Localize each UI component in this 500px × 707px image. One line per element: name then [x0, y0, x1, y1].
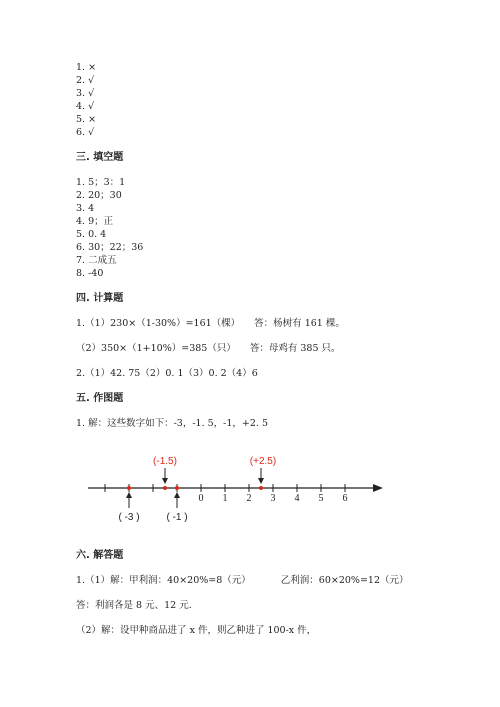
- arrow-neg1-head: [174, 492, 180, 498]
- arrow-plus2-5-head: [258, 478, 264, 484]
- calc-line-2: [76, 343, 341, 355]
- calc-line-1: [76, 318, 345, 330]
- section-heading-calc: 四. 计算题: [76, 293, 124, 304]
- tick-label-4: 4: [294, 493, 300, 504]
- fill-answer-6: 6. 30；22；36: [76, 242, 144, 253]
- label-plus2-5: (+2.5): [249, 456, 277, 467]
- tick-label-5: 5: [318, 493, 324, 504]
- point-neg1: [175, 486, 179, 490]
- fill-answer-7: 7. 二成五: [76, 255, 117, 266]
- solve-line-2: 答：利润各是 8 元、12 元.: [76, 600, 192, 611]
- calc-a1: 答：杨树有 161 棵。: [254, 318, 345, 329]
- arrow-neg3-head: [126, 492, 132, 498]
- number-line-arrowhead: [373, 484, 383, 492]
- judge-answer-5: 5. ×: [76, 114, 97, 125]
- point-plus2-5: [259, 486, 263, 490]
- fill-answer-2: 2. 20；30: [76, 190, 122, 201]
- section-heading-solve: 六. 解答题: [76, 550, 124, 561]
- solve-line-1: [76, 575, 409, 587]
- tick-label-3: 3: [270, 493, 276, 504]
- label-neg1-5: (-1.5): [153, 456, 177, 467]
- calc-line-3: 2.（1）42. 75（2）0. 1（3）0. 2（4）6: [76, 368, 258, 379]
- tick-label-0: 0: [198, 493, 204, 504]
- solve-l1a: 1.（1）解：甲利润：40×20%=8（元）: [76, 575, 251, 586]
- tick-label-6: 6: [342, 493, 348, 504]
- judge-answer-4: 4. √: [76, 101, 95, 112]
- tick-label-1: 1: [222, 493, 228, 504]
- solve-line-3: （2）解：设甲种商品进了 x 件，则乙种进了 100-x 件，: [76, 625, 317, 636]
- draw-intro: 1. 解：这些数字如下：-3，-1. 5，-1，+2. 5: [76, 418, 269, 429]
- judge-answer-1: 1. ×: [76, 62, 97, 73]
- calc-q2: （2）350×（1+10%）=385（只）: [76, 343, 236, 354]
- point-neg1-5: [163, 486, 167, 490]
- judge-answer-3: 3. √: [76, 88, 95, 99]
- label-neg3: ( -3 ): [118, 512, 140, 523]
- fill-answer-8: 8. -40: [76, 268, 104, 279]
- calc-a2: 答：母鸡有 385 只。: [249, 343, 341, 354]
- judge-answer-6: 6. √: [76, 127, 95, 138]
- fill-answer-3: 3. 4: [76, 203, 95, 214]
- tick-label-2: 2: [246, 493, 252, 504]
- number-line-figure: [80, 448, 390, 528]
- judge-answer-2: 2. √: [76, 75, 95, 86]
- section-heading-draw: 五. 作图题: [76, 393, 124, 404]
- calc-q1: 1.（1）230×（1-30%）=161（棵）: [76, 318, 241, 329]
- fill-answer-4: 4. 9；正: [76, 216, 114, 227]
- fill-answer-5: 5. 0. 4: [76, 229, 107, 240]
- arrow-neg1-5-head: [162, 478, 168, 484]
- solve-l1b: 乙利润：60×20%=12（元）: [280, 575, 409, 586]
- fill-answer-1: 1. 5；3：1: [76, 177, 126, 188]
- point-neg3: [127, 486, 131, 490]
- label-neg1: ( -1 ): [166, 512, 188, 523]
- section-heading-fill: 三. 填空题: [76, 152, 124, 163]
